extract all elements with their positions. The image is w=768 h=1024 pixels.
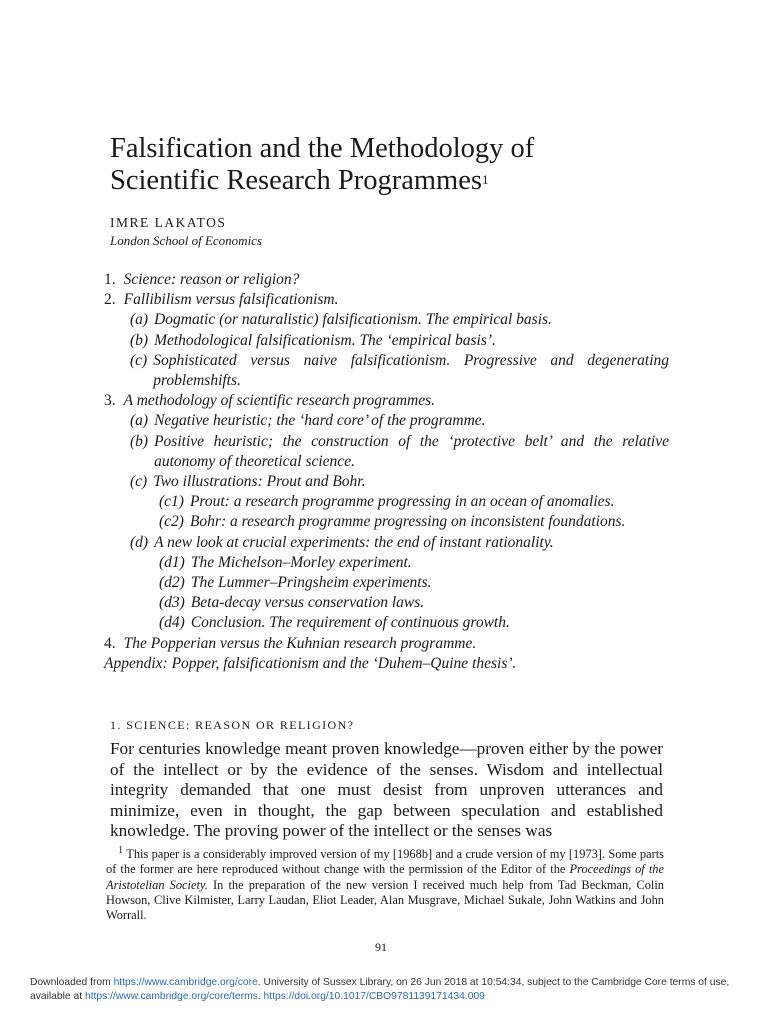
toc-item-text: Sophisticated versus naive falsificationism. Progressive and degenerating problemshifts. [153, 351, 669, 390]
title-footnote-mark[interactable]: 1 [481, 172, 489, 187]
toc-item-label: (d) [130, 533, 149, 551]
toc-item-label: (b) [130, 432, 149, 450]
toc-item [104, 310, 669, 330]
toc-item [104, 492, 669, 512]
toc-item [104, 472, 669, 492]
author-affiliation: London School of Economics [110, 233, 263, 248]
toc-item-label: (d2) [159, 574, 185, 592]
footnote [106, 843, 664, 924]
toc-item-text: Dogmatic (or naturalistic) falsificationism. The empirical basis. [154, 311, 552, 329]
toc-item-text: Fallibilism versus falsificationism. [123, 291, 339, 309]
article-title [110, 133, 670, 197]
download-prefix: Downloaded from [30, 977, 114, 988]
section-heading: 1. SCIENCE: REASON OR RELIGION? [110, 718, 355, 732]
toc-item-label: (d1) [159, 553, 185, 571]
toc-item-label: (c) [130, 473, 148, 491]
toc-item-text: Appendix: Popper, falsificationism and the ‘Duhem–Quine thesis’. [104, 654, 517, 672]
toc-item-label: (c) [130, 351, 148, 369]
toc-item [104, 270, 669, 290]
toc-item-text: The Michelson–Morley experiment. [190, 553, 412, 571]
toc-item [104, 290, 669, 310]
download-note [30, 976, 750, 1004]
toc-item-text: A new look at crucial experiments: the end of instant rationality. [154, 533, 554, 551]
toc-item-text: The Lummer–Pringsheim experiments. [190, 574, 432, 592]
toc-item-label: 4. [104, 634, 116, 652]
toc-item-label: (a) [130, 412, 149, 430]
footnote-text-2: In the preparation of the new version I received much help from Tad Beckman, Colin Howson, Clive Kilmister, Larry Laudan, Eliot Leader, Alan Musgrave, Michael Sukale, John Watkins and John Worrall. [106, 877, 664, 923]
toc-item [104, 634, 669, 654]
table-of-contents [104, 270, 669, 674]
download-sep: . [257, 991, 264, 1002]
toc-item-text: Science: reason or religion? [123, 271, 300, 288]
toc-item [104, 411, 669, 431]
toc-item-label: 1. [104, 271, 116, 288]
toc-item-label: (a) [130, 311, 149, 329]
toc-item [104, 391, 669, 411]
doi-link[interactable]: https://doi.org/10.1017/CBO9781139171434.009 [263, 991, 485, 1002]
toc-item-text: A methodology of scientific research programmes. [123, 392, 436, 410]
toc-item [104, 553, 669, 573]
toc-item-label: 2. [104, 291, 116, 309]
toc-item-label: 3. [104, 392, 116, 410]
toc-item [104, 533, 669, 553]
footnote-text-1: This paper is a considerably improved version of my [1968b] and a crude version of my [1973]. Some parts of the former are here reproduced without change with the permission of the Editor of the [106, 847, 665, 877]
toc-item [104, 573, 669, 593]
toc-item-label: (c1) [159, 493, 184, 511]
toc-item-text: Beta-decay versus conservation laws. [190, 594, 425, 612]
download-middle: . University of Sussex Library, on 26 Jun 2018 at 10:54:34, subject to the Cambridge Core terms of use, available at [30, 977, 730, 1002]
toc-item-text: The Popperian versus the Kuhnian research programme. [123, 634, 477, 652]
toc-item-label: (d4) [159, 614, 185, 632]
toc-item-text: Methodological falsificationism. The ‘empirical basis’. [154, 331, 496, 349]
page-number: 91 [375, 940, 387, 954]
toc-item [104, 654, 669, 674]
toc-item-text: Negative heuristic; the ‘hard core’ of the programme. [154, 412, 486, 430]
toc-item-text: Positive heuristic; the construction of the ‘protective belt’ and the relative autonomy of theoretical science. [154, 432, 669, 470]
toc-item-label: (b) [130, 331, 149, 349]
terms-link[interactable]: https://www.cambridge.org/core/terms [84, 991, 258, 1002]
cambridge-core-link[interactable]: https://www.cambridge.org/core [113, 977, 258, 988]
toc-item [104, 331, 669, 351]
toc-item [104, 593, 669, 613]
toc-item [104, 351, 669, 391]
footnote-journal-title: Proceedings of the Aristotelian Society. [106, 862, 664, 892]
title-line-2: Scientific Research Programmes [110, 165, 482, 196]
toc-item-text: Conclusion. The requirement of continuous growth. [190, 614, 510, 632]
toc-item-text: Two illustrations: Prout and Bohr. [153, 473, 366, 491]
title-line-1: Falsification and the Methodology of [110, 133, 535, 164]
toc-item [104, 512, 669, 532]
toc-item-text: Bohr: a research programme progressing on inconsistent foundations. [189, 513, 626, 531]
footnote-mark: 1 [118, 845, 124, 856]
toc-item-label: (d3) [159, 594, 185, 612]
author-name: IMRE LAKATOS [110, 215, 227, 230]
toc-item-label: (c2) [159, 513, 184, 531]
toc-item-text: Prout: a research programme progressing in an ocean of anomalies. [189, 493, 615, 511]
toc-item [104, 613, 669, 633]
body-paragraph: For centuries knowledge meant proven knowledge—proven either by the power of the intellect or by the evidence of the senses. Wisdom and intellectual integrity demanded that one must desist from unproven utterances and minimize, even in thought, the gap between speculation and established knowledge. The proving power of the intellect or the senses was [110, 739, 663, 840]
toc-item [104, 432, 669, 472]
